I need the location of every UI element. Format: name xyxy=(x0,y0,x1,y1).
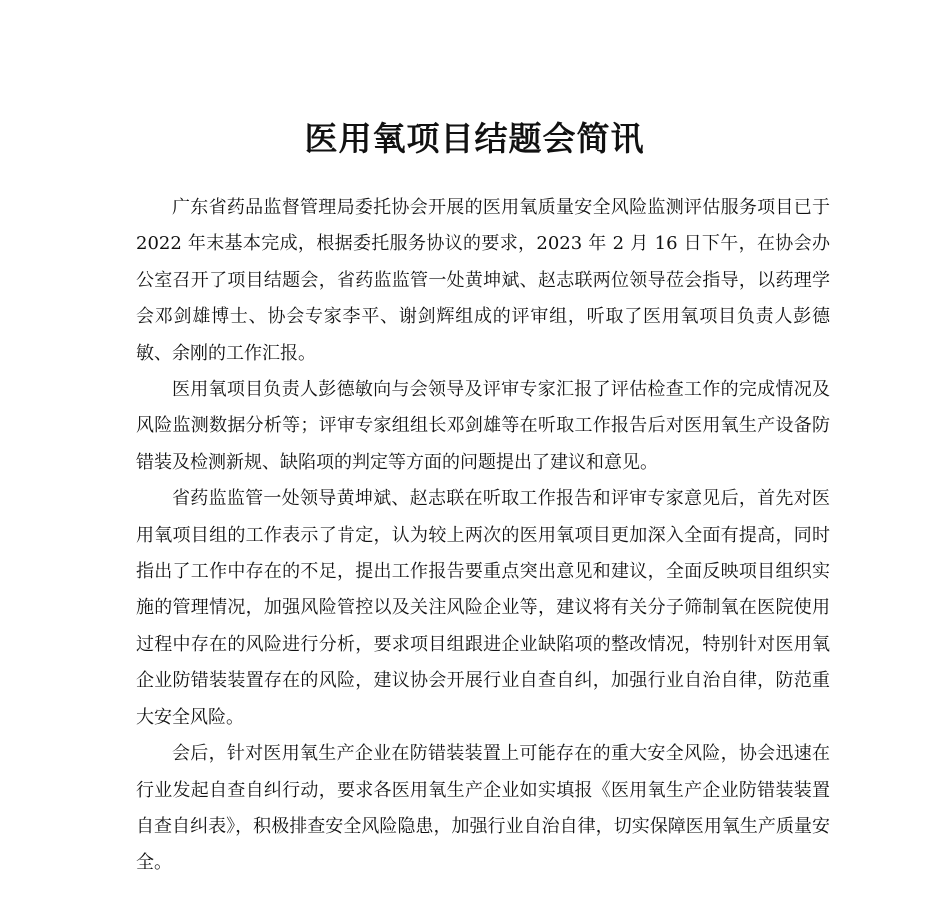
paragraph: 省药监监管一处领导黄坤斌、赵志联在听取工作报告和评审专家意见后，首先对医用氧项目组的工作表示了肯定，认为较上两次的医用氧项目更加深入全面有提高，同时指出了工作中存在的不足，提出工作报告要重点突出意见和建议，全面反映项目组织实施的管理情况，加强风险管控以及关注风险企业等，建议将有关分子筛制氧在医院使用过程中存在的风险进行分析，要求项目组跟进企业缺陷项的整改情况，特别针对医用氧企业防错装装置存在的风险，建议协会开展行业自查自纠，加强行业自治自律，防范重大安全风险。 xyxy=(136,488,830,728)
paragraph: 医用氧项目负责人彭德敏向与会领导及评审专家汇报了评估检查工作的完成情况及风险监测数据分析等；评审专家组组长邓剑雄等在听取工作报告后对医用氧生产设备防错装及检测新规、缺陷项的判定等方面的问题提出了建议和意见。 xyxy=(136,379,830,473)
paragraph: 会后，针对医用氧生产企业在防错装装置上可能存在的重大安全风险，协会迅速在行业发起自查自纠行动，要求各医用氧生产企业如实填报《医用氧生产企业防错装装置自查自纠表》，积极排查安全风险隐患，加强行业自治自律，切实保障医用氧生产质量安全。 xyxy=(136,743,830,874)
paragraph: 广东省药品监督管理局委托协会开展的医用氧质量安全风险监测评估服务项目已于 2022 年末基本完成，根据委托服务协议的要求，2023 年 2 月 16 日下午，在协会办公室召开了项目结题会，省药监监管一处黄坤斌、赵志联两位领导莅会指导，以药理学会邓剑雄博士、协会专家李平、谢剑辉组成的评审组，听取了医用氧项目负责人彭德敏、余刚的工作汇报。 xyxy=(136,197,830,364)
document-title: 医用氧项目结题会简讯 xyxy=(304,119,645,158)
document-body xyxy=(136,190,830,882)
